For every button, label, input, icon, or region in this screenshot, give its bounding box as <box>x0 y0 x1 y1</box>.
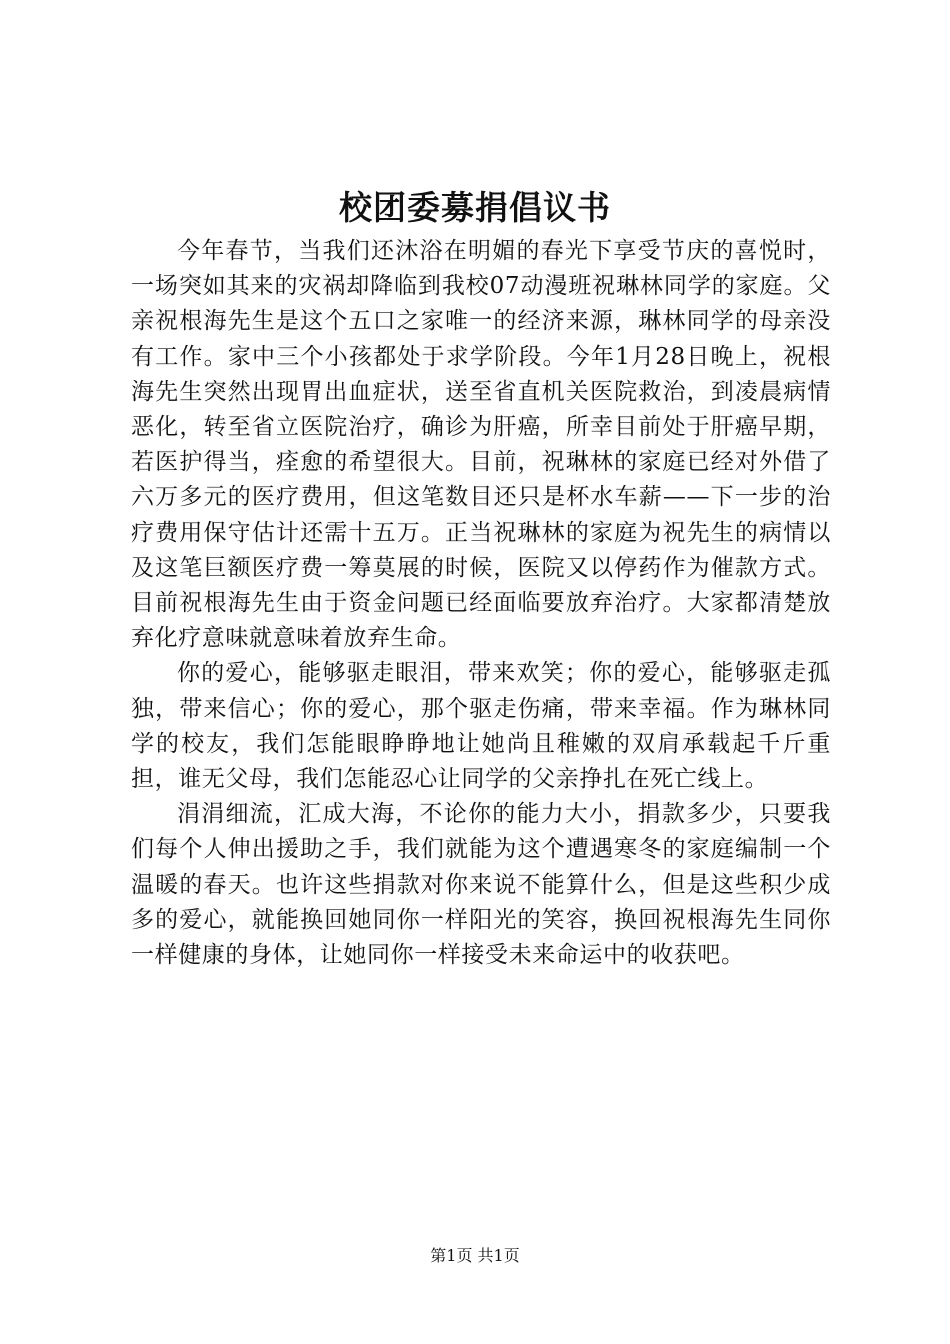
document-title: 校团委募捐倡议书 <box>339 188 611 227</box>
paragraph-1: 今年春节，当我们还沐浴在明媚的春光下享受节庆的喜悦时，一场突如其来的灾祸却降临到我校07动漫班祝琳林同学的家庭。父亲祝根海先生是这个五口之家唯一的经济来源，琳林同学的母亲没有工作。家中三个小孩都处于求学阶段。今年1月28日晚上，祝根海先生突然出现胃出血症状，送至省直机关医院救治，到凌晨病情恶化，转至省立医院治疗，确诊为肝癌，所幸目前处于肝癌早期，若医护得当，痊愈的希望很大。目前，祝琳林的家庭已经对外借了六万多元的医疗费用，但这笔数目还只是杯水车薪——下一步的治疗费用保守估计还需十五万。正当祝琳林的家庭为祝先生的病情以及这笔巨额医疗费一筹莫展的时候，医院又以停药作为催款方式。目前祝根海先生由于资金问题已经面临要放弃治疗。大家都清楚放弃化疗意味就意味着放弃生命。 <box>131 238 831 652</box>
document-body <box>131 234 831 973</box>
paragraph-2: 你的爱心，能够驱走眼泪，带来欢笑；你的爱心，能够驱走孤独，带来信心；你的爱心，那个驱走伤痛，带来幸福。作为琳林同学的校友，我们怎能眼睁睁地让她尚且稚嫩的双肩承载起千斤重担，谁无父母，我们怎能忍心让同学的父亲挣扎在死亡线上。 <box>131 660 831 793</box>
paragraph-3: 涓涓细流，汇成大海，不论你的能力大小，捐款多少，只要我们每个人伸出援助之手，我们就能为这个遭遇寒冬的家庭编制一个温暖的春天。也许这些捐款对你来说不能算什么，但是这些积少成多的爱心，就能换回她同你一样阳光的笑容，换回祝根海先生同你一样健康的身体，让她同你一样接受未来命运中的收获吧。 <box>131 801 831 969</box>
page-footer: 第1页 共1页 <box>430 1246 520 1265</box>
